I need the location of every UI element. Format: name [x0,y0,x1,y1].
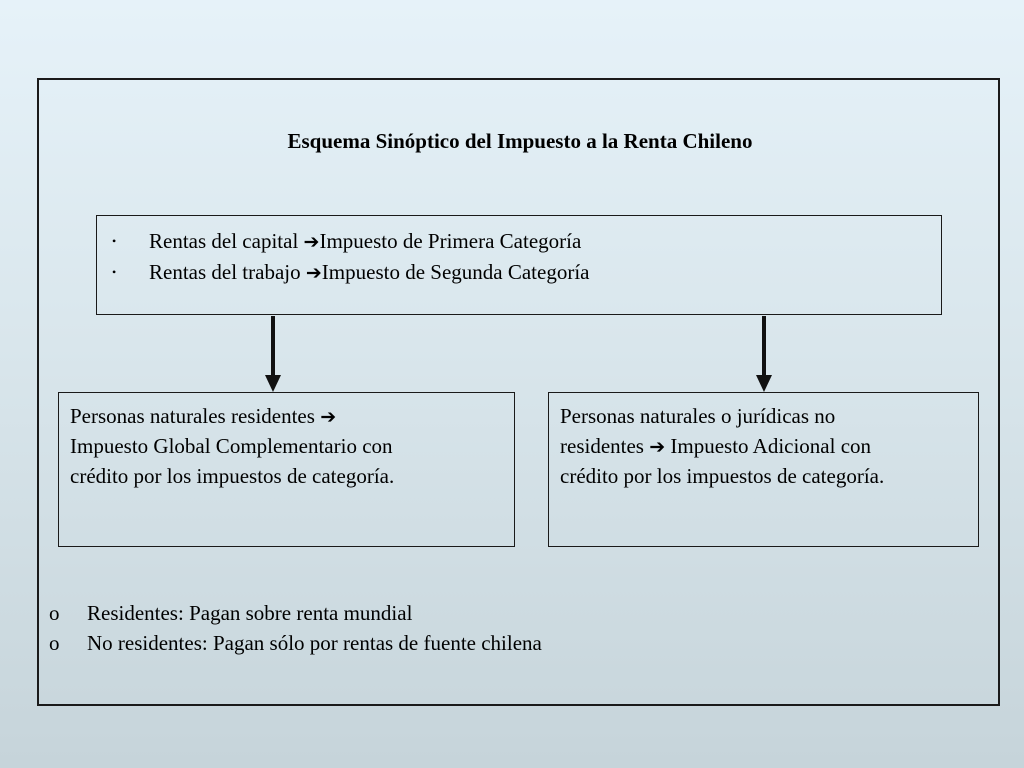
capital-income-label: Rentas del capital [149,229,304,253]
non-residents-line-2 [560,431,978,461]
income-types-list [97,216,941,288]
connector-line-left [271,316,275,376]
non-residents-line-3: crédito por los impuestos de categoría. [560,464,885,488]
arrow-right-icon: ➔ [649,436,666,458]
residents-line-3: crédito por los impuestos de categoría. [70,464,395,488]
non-residents-box [548,392,979,547]
diagram-title: Esquema Sinóptico del Impuesto a la Renta Chileno [287,129,753,153]
connector-line-right [762,316,766,376]
first-category-tax-label: Impuesto de Primera Categoría [319,229,582,253]
non-residents-label: residentes [560,434,650,458]
additional-tax-label: Impuesto Adicional con [665,434,872,458]
residents-line-1 [70,401,514,431]
arrow-right-icon: ➔ [305,262,322,284]
note-text-non-residents: No residentes: Pagan sólo por rentas de fuente chilena [87,631,542,655]
bullet-icon: • [112,234,117,248]
note-item-residents [47,598,542,628]
arrow-right-icon: ➔ [320,406,337,428]
residents-text [59,393,514,491]
residents-box [58,392,515,547]
note-text-residents: Residentes: Pagan sobre renta mundial [87,601,413,625]
residents-line-2: Impuesto Global Complementario con [70,434,393,458]
income-types-box [96,215,942,315]
note-item-non-residents [47,628,542,658]
residents-label: Personas naturales residentes [70,404,321,428]
list-item-labor-income [97,257,941,288]
list-item-capital-income [97,226,941,257]
labor-income-label: Rentas del trabajo [149,260,306,284]
non-residents-text [549,393,978,491]
arrow-down-icon [756,375,772,392]
arrow-right-icon: ➔ [303,231,320,253]
non-residents-line-1: Personas naturales o jurídicas no [560,404,836,428]
circle-bullet-icon: o [49,601,60,625]
notes-list [47,598,542,658]
circle-bullet-icon: o [49,631,60,655]
second-category-tax-label: Impuesto de Segunda Categoría [321,260,590,284]
arrow-down-icon [265,375,281,392]
bullet-icon: • [112,265,117,279]
